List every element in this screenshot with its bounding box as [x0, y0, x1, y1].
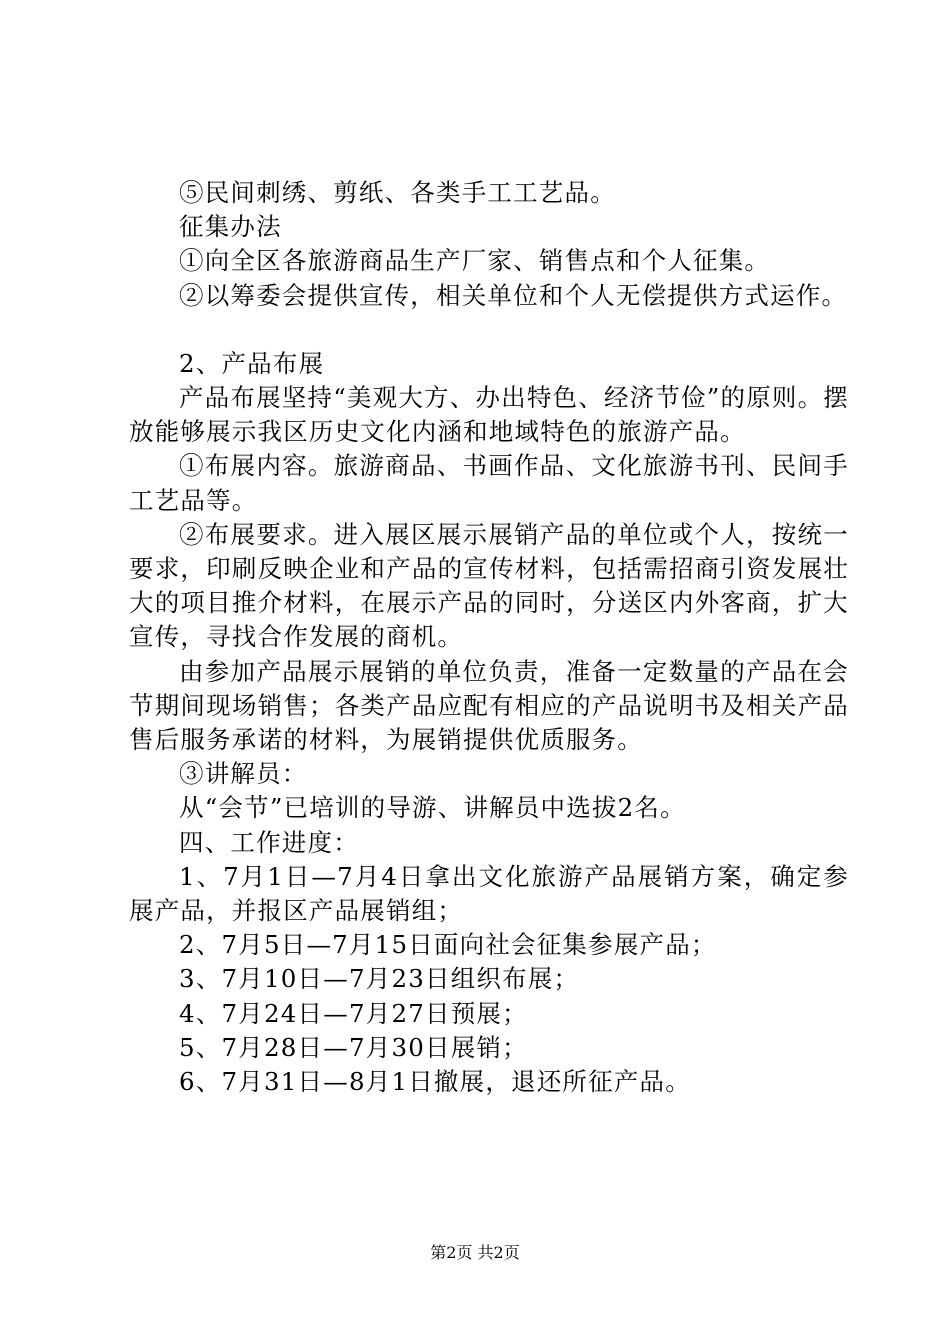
paragraph-guide-heading: ③讲解员：	[179, 759, 308, 789]
schedule-item-6: 6、7月31日—8月1日撤展，退还所征产品。	[179, 1067, 691, 1097]
schedule-item-5: 5、7月28日—7月30日展销；	[179, 1032, 528, 1062]
paragraph-collection-2: ②以筹委会提供宣传，相关单位和个人无偿提供方式运作。	[179, 280, 848, 310]
paragraph-item-5-embroidery: ⑤民间刺绣、剪纸、各类手工工艺品。	[179, 178, 616, 207]
paragraph-display-requirements: ②布展要求。进入展区展示展销产品的单位或个人，按统一要求，印刷反映企业和产品的宣传材料，包括需招商引资发展壮大的项目推介材料，在展示产品的同时，分送区内外客商，扩大宣传，寻找合作发展的商机。	[129, 519, 849, 652]
paragraph-display-principle: 产品布展坚持“美观大方、办出特色、经济节俭”的原则。摆放能够展示我区历史文化内涵和地域特色的旅游产品。	[129, 383, 849, 447]
section-heading-work-schedule: 四、工作进度：	[179, 827, 359, 857]
paragraph-collection-method-heading: 征集办法	[179, 212, 282, 242]
paragraph-guide-selection: 从“会节”已培训的导游、讲解员中选拔2名。	[179, 793, 686, 823]
section-heading-product-display: 2、产品布展	[179, 348, 325, 378]
schedule-item-4: 4、7月24日—7月27日预展；	[179, 998, 528, 1028]
paragraph-sales-responsibility: 由参加产品展示展销的单位负责，准备一定数量的产品在会节期间现场销售；各类产品应配有相应的产品说明书及相关产品售后服务承诺的材料，为展销提供优质服务。	[129, 656, 849, 755]
schedule-item-2: 2、7月5日—7月15日面向社会征集参展产品；	[179, 930, 717, 960]
schedule-item-3: 3、7月10日—7月23日组织布展；	[179, 964, 580, 994]
page-number-footer: 第2页 共2页	[430, 1243, 520, 1262]
paragraph-display-content: ①布展内容。旅游商品、书画作品、文化旅游书刊、民间手工艺品等。	[129, 451, 849, 515]
schedule-item-1: 1、7月1日—7月4日拿出文化旅游产品展销方案，确定参展产品，并报区产品展销组；	[129, 861, 849, 926]
paragraph-collection-1: ①向全区各旅游商品生产厂家、销售点和个人征集。	[179, 246, 771, 276]
document-body	[129, 176, 849, 1099]
